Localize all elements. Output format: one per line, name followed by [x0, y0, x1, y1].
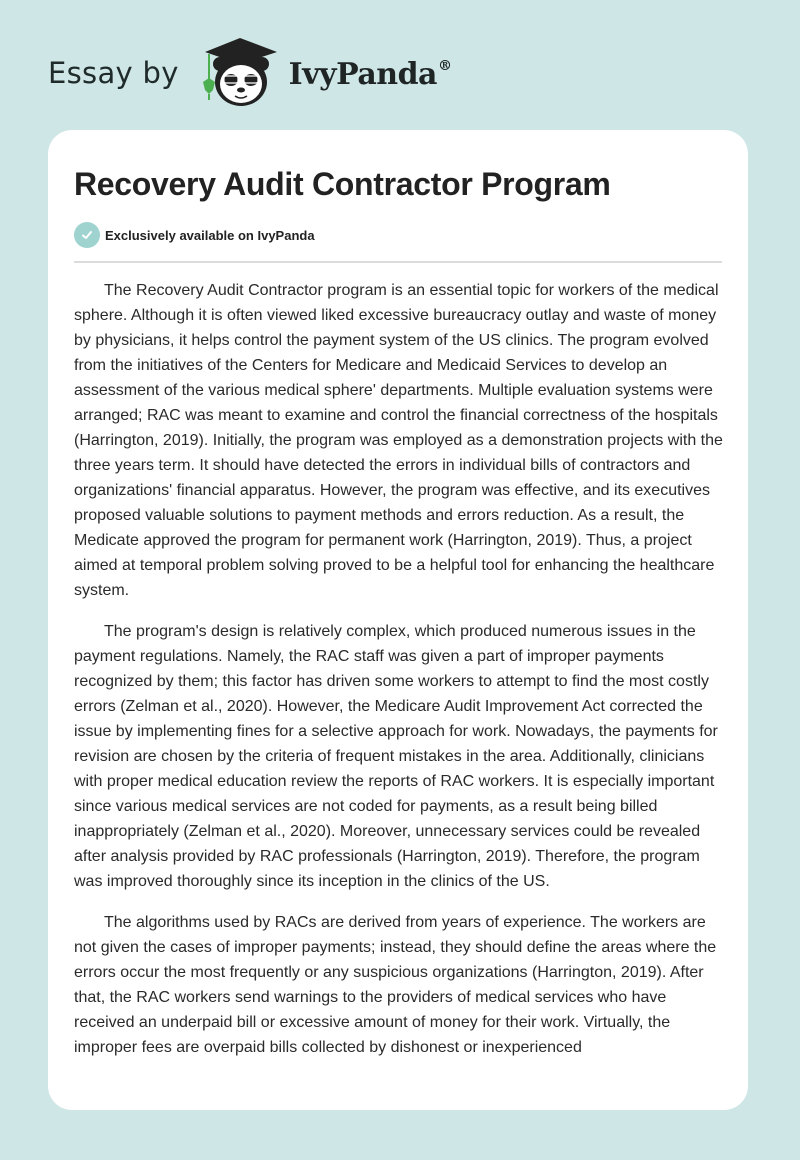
essay-body	[74, 278, 724, 1076]
paragraph: The algorithms used by RACs are derived from years of experience. The workers are not given the cases of improper payments; instead, they should define the areas where the errors occur the most frequently or any suspicious organizations (Harrington, 2019). After that, the RAC workers send warnings to the providers of medical services who have received an underpaid bill or excessive amount of money for their work. Virtually, the improper fees are overpaid bills collected by dishonest or inexperienced	[74, 914, 717, 1056]
site-header	[48, 30, 452, 110]
brand-logo-text[interactable]: IvyPanda®	[288, 56, 452, 92]
paragraph: The program's design is relatively complex, which produced numerous issues in the payment regulations. Namely, the RAC staff was given a part of improper payments recognized by them; this factor has driven some workers to attempt to find the most costly errors (Zelman et al., 2020). However, the Medicare Audit Improvement Act corrected the issue by implementing fines for a selective approach for work. Nowadays, the payments for revision are chosen by the criteria of frequent mistakes in the area. Additionally, clinicians with proper medical education review the reports of RAC workers. It is especially important since various medical services are not coded for payments, as a result being billed inappropriately (Zelman et al., 2020). Moreover, unnecessary services could be revealed after analysis provided by RAC professionals (Harrington, 2019). Therefore, the program was improved thoroughly since its inception in the clinics of the US.	[74, 623, 718, 890]
exclusive-badge-text: Exclusively available on IvyPanda	[105, 227, 315, 243]
essay-by-label: Essay by	[48, 56, 179, 90]
registered-mark: ®	[438, 57, 452, 74]
divider	[74, 261, 722, 263]
essay-card	[48, 130, 748, 1110]
paragraph: The Recovery Audit Contractor program is an essential topic for workers of the medical sphere. Although it is often viewed liked excessive bureaucracy outlay and waste of money by physicians, it helps control the payment system of the US clinics. The program evolved from the initiatives of the Centers for Medicare and Medicaid Services to develop an assessment of the various medical sphere' departments. Multiple evaluation systems were arranged; RAC was meant to examine and control the financial correctness of the hospitals (Harrington, 2019). Initially, the program was employed as a demonstration projects with the three years term. It should have detected the errors in individual bills of contractors and organizations' financial apparatus. However, the program was effective, and its executives proposed valuable solutions to payment methods and errors reduction. As a result, the Medicate approved the program for permanent work (Harrington, 2019). Thus, a project aimed at temporal problem solving proved to be a helpful tool for enhancing the healthcare system.	[74, 282, 723, 599]
panda-graduate-icon[interactable]	[195, 30, 285, 110]
exclusive-badge	[74, 222, 315, 248]
check-circle-icon	[74, 222, 100, 248]
page-title: Recovery Audit Contractor Program	[74, 166, 611, 202]
